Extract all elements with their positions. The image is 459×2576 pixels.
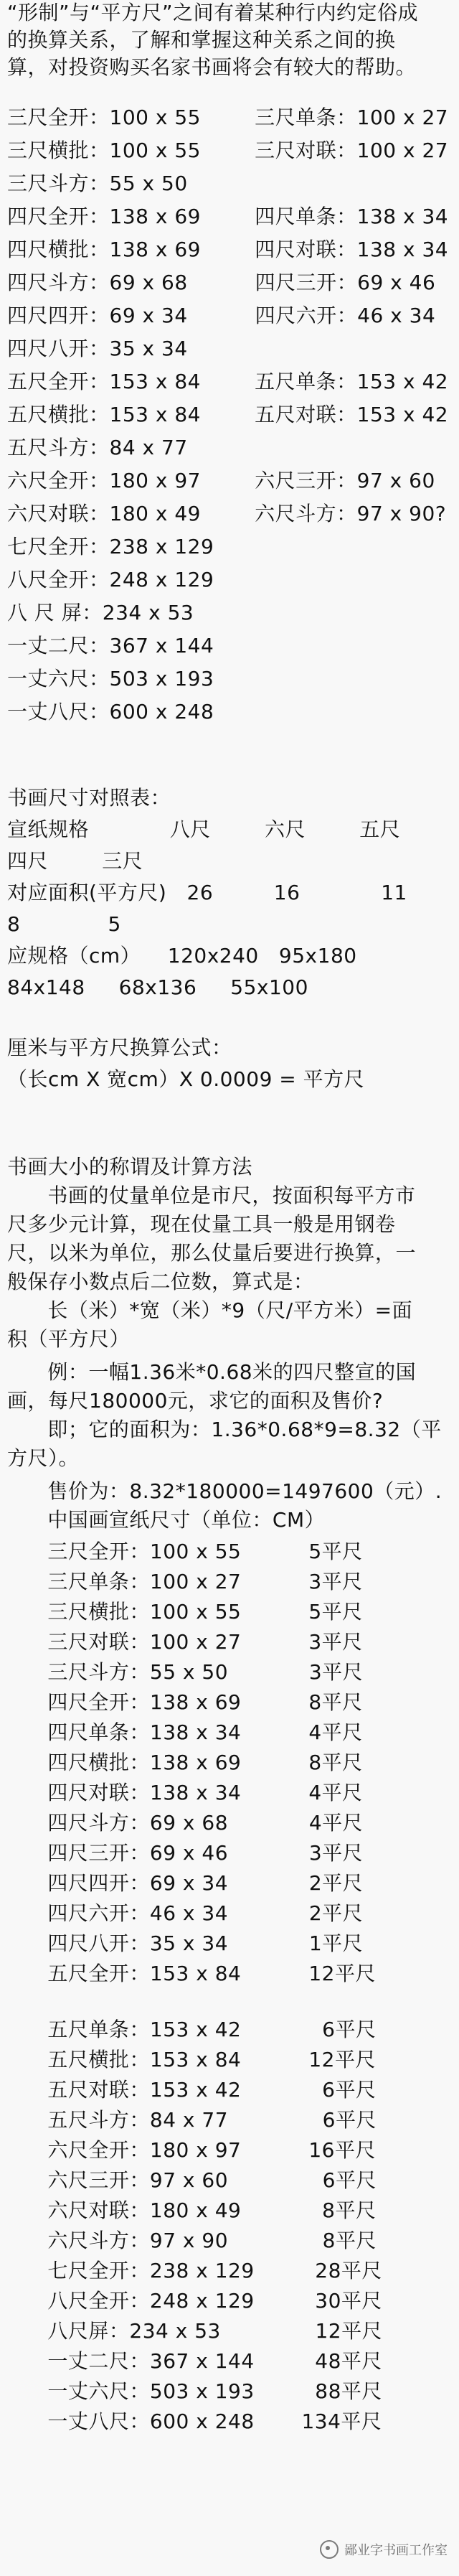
china-paper-row: 四尺斗方：69 x 68 4平尺: [7, 1811, 364, 1835]
method-line: 般保存小数点后二位数，算式是：: [7, 1270, 314, 1293]
table-line: 84x148 68x136 55x100: [7, 975, 308, 999]
china-paper-row: 四尺四开：69 x 34 2平尺: [7, 1871, 364, 1895]
china-paper-row: 三尺斗方：55 x 50 3平尺: [7, 1660, 364, 1684]
china-paper-row: 四尺全开：138 x 69 8平尺: [7, 1690, 363, 1714]
size-row: 四尺全开：138 x 69 四尺单条：138 x 34: [7, 205, 449, 228]
china-paper-row: 三尺横批：100 x 55 5平尺: [7, 1600, 363, 1624]
size-row: 六尺全开：180 x 97 六尺三开：97 x 60: [7, 469, 435, 492]
watermark-text: 鄙业字书画工作室: [344, 2543, 448, 2558]
table-line: 应规格（cm） 120x240 95x180: [7, 944, 357, 968]
method-heading: 书画大小的称谓及计算方法: [7, 1155, 253, 1179]
size-row: 五尺全开：153 x 84 五尺单条：153 x 42: [7, 370, 449, 393]
size-row: 五尺横批：153 x 84 五尺对联：153 x 42: [7, 403, 449, 426]
formula-line: （长cm X 宽cm）X 0.0009 = 平方尺: [7, 1067, 365, 1091]
method-line: 售价为：8.32*180000=1497600（元）.: [7, 1479, 443, 1503]
table-heading: 书画尺寸对照表：: [7, 786, 171, 810]
china-paper-row: 三尺全开：100 x 55 5平尺: [7, 1540, 363, 1563]
formula-heading: 厘米与平方尺换算公式：: [7, 1036, 232, 1059]
method-line: 尺多少元计算，现在仗量工具一般是用钢卷: [7, 1212, 396, 1236]
size-row: 七尺全开：238 x 129: [7, 535, 214, 558]
method-line: 长（米）*宽（米）*9（尺/平方米）=面: [7, 1298, 413, 1322]
size-row: 四尺八开：35 x 34: [7, 337, 188, 360]
china-paper-row: 五尺斗方：84 x 77 6平尺: [7, 2108, 377, 2132]
method-line: 书画的仗量单位是市尺，按面积每平方市: [7, 1184, 416, 1207]
intro-line: 算，对投资购买名家书画将会有较大的帮助。: [7, 55, 417, 79]
method-line: 方尺）。: [7, 1446, 80, 1470]
size-row: 三尺全开：100 x 55 三尺单条：100 x 27: [7, 106, 449, 129]
size-row: 五尺斗方：84 x 77: [7, 436, 188, 459]
size-row: 一丈二尺：367 x 144: [7, 634, 214, 657]
china-paper-row: 六尺三开：97 x 60 6平尺: [7, 2168, 377, 2192]
watermark: [320, 2540, 448, 2559]
method-line: 积（平方尺）: [7, 1327, 131, 1351]
china-paper-row: 六尺对联：180 x 49 8平尺: [7, 2198, 377, 2222]
china-paper-row: 四尺横批：138 x 69 8平尺: [7, 1751, 363, 1774]
size-row: 四尺四开：69 x 34 四尺六开：46 x 34: [7, 304, 436, 327]
china-paper-row: 五尺单条：153 x 42 6平尺: [7, 2018, 377, 2041]
china-paper-row: 四尺对联：138 x 34 4平尺: [7, 1781, 363, 1804]
table-line: 对应面积(平方尺) 26 16 11: [7, 881, 407, 904]
china-paper-title: 中国画宣纸尺寸（单位：CM）: [7, 1508, 326, 1532]
size-row: 八尺全开：248 x 129: [7, 568, 214, 591]
china-paper-row: 五尺对联：153 x 42 6平尺: [7, 2078, 377, 2102]
watermark-logo-icon: [320, 2540, 339, 2559]
intro-line: 的换算关系，了解和掌握这种关系之间的换: [7, 28, 396, 52]
size-row: 三尺斗方：55 x 50: [7, 172, 188, 195]
china-paper-row: 五尺横批：153 x 84 12平尺: [7, 2048, 376, 2071]
table-line: 四尺 三尺: [7, 849, 143, 873]
method-line: 例：一幅1.36米*0.68米的四尺整宣的国: [7, 1360, 417, 1384]
china-paper-row: 五尺全开：153 x 84 12平尺: [7, 1962, 376, 1985]
size-row: 四尺横批：138 x 69 四尺对联：138 x 34: [7, 238, 449, 261]
china-paper-row: 八尺屏：234 x 53 12平尺: [7, 2319, 383, 2343]
china-paper-row: 四尺八开：35 x 34 1平尺: [7, 1931, 364, 1955]
size-row: 三尺横批：100 x 55 三尺对联：100 x 27: [7, 139, 449, 162]
intro-line: “形制”与“平方尺”之间有着某种行内约定俗成: [7, 1, 419, 24]
table-line: 8 5: [7, 912, 121, 936]
china-paper-row: 八尺全开：248 x 129 30平尺: [7, 2289, 382, 2313]
china-paper-row: 一丈六尺：503 x 193 88平尺: [7, 2379, 382, 2403]
size-row: 一丈八尺：600 x 248: [7, 700, 214, 723]
china-paper-row: 四尺三开：69 x 46 3平尺: [7, 1841, 364, 1865]
china-paper-row: 七尺全开：238 x 129 28平尺: [7, 2259, 382, 2282]
china-paper-row: 六尺斗方：97 x 90 8平尺: [7, 2229, 377, 2252]
china-paper-row: 六尺全开：180 x 97 16平尺: [7, 2138, 376, 2162]
china-paper-row: 四尺六开：46 x 34 2平尺: [7, 1901, 364, 1925]
method-line: 尺，以米为单位，那么仗量后要进行换算，一: [7, 1241, 417, 1265]
china-paper-row: 一丈八尺：600 x 248 134平尺: [7, 2409, 382, 2433]
size-row: 四尺斗方：69 x 68 四尺三开：69 x 46: [7, 271, 436, 294]
size-row: 八 尺 屏：234 x 53: [7, 601, 194, 624]
method-line: 即；它的面积为：1.36*0.68*9=8.32（平: [7, 1418, 442, 1441]
china-paper-row: 三尺对联：100 x 27 3平尺: [7, 1630, 363, 1654]
china-paper-row: 三尺单条：100 x 27 3平尺: [7, 1570, 363, 1593]
table-line: 宣纸规格 八尺 六尺 五尺: [7, 818, 401, 841]
size-row: 六尺对联：180 x 49 六尺斗方：97 x 90?: [7, 502, 447, 525]
method-line: 画，每尺180000元，求它的面积及售价?: [7, 1389, 384, 1413]
china-paper-row: 四尺单条：138 x 34 4平尺: [7, 1720, 363, 1744]
china-paper-row: 一丈二尺：367 x 144 48平尺: [7, 2349, 382, 2373]
size-row: 一丈六尺：503 x 193: [7, 667, 214, 690]
